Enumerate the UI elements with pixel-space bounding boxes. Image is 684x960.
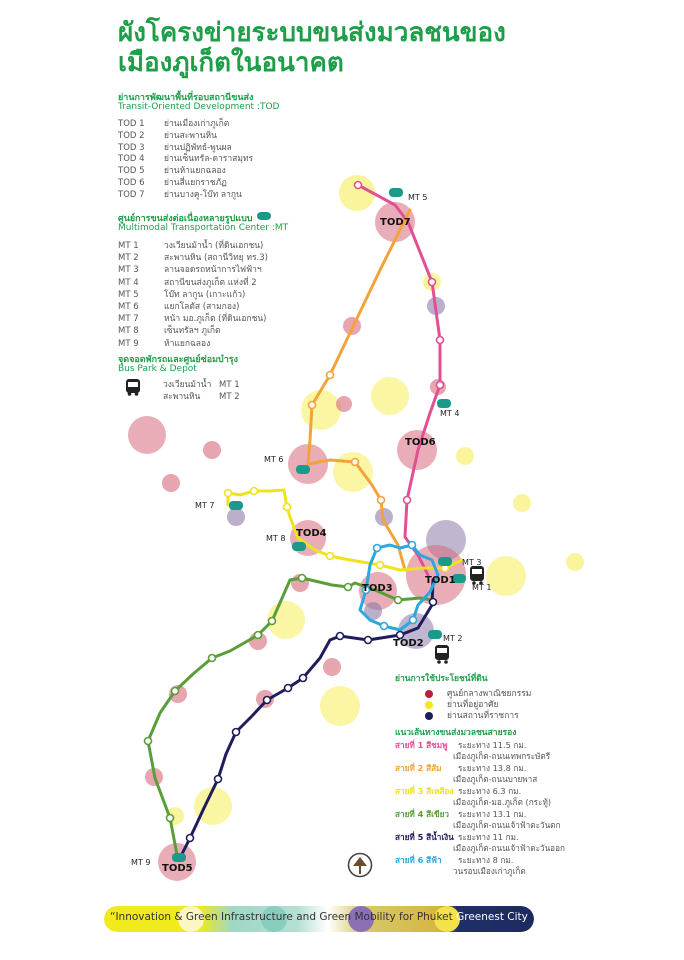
line-route: วนรอบเมืองเก่าภูเก็ต (453, 866, 526, 876)
mt-list-item: MT 4 สถานีขนส่งภูเก็ต แห่งที่ 2 (118, 277, 257, 288)
land-use-item: ย่านสถานที่ราชการ (425, 708, 519, 722)
transit-line-item (395, 855, 526, 877)
tod5-label: TOD5 (162, 863, 193, 874)
line-route: เมืองภูเก็ต-ถนนเทพกระษัตรี (453, 751, 551, 761)
mt7-label: MT 7 (195, 501, 215, 510)
mt6-label: MT 6 (264, 455, 284, 464)
tod-section-title: ย่านการพัฒนาพื้นที่รอบสถานีขนส่ง (118, 93, 254, 103)
mt-section-subtitle: Multimodal Transportation Center :MT (118, 223, 289, 233)
slogan-text: “Innovation & Green Infrastructure and Green Mobility for Phuket Greenest City (110, 911, 528, 923)
mt-list-item: MT 3 ลานจอดรถหน้าการไฟฟ้าฯ (118, 265, 262, 276)
tod-list-item: TOD 7 ย่านบางคู-โบ๊ท ลากูน (118, 189, 242, 200)
mt-station-icon (296, 465, 310, 474)
tod7-label: TOD7 (380, 217, 411, 228)
tod-list-item: TOD 5 ย่านห้าแยกฉลอง (118, 166, 226, 177)
mt4-label: MT 4 (440, 409, 460, 418)
bus-icon (124, 378, 142, 396)
line-distance: ระยะทาง 13.1 กม. (458, 809, 527, 819)
mt-station-icon (229, 501, 243, 510)
mt1-label: MT 1 (472, 583, 492, 592)
line-name: สายที่ 2 สีส้ม (395, 763, 442, 773)
mt-list-item: MT 8 เซ็นทรัลฯ ภูเก็ต (118, 326, 221, 337)
tod-list-item: TOD 2 ย่านสะพานหิน (118, 130, 217, 141)
mt-station-icon (428, 630, 442, 639)
line-name: สายที่ 6 สีฟ้า (395, 855, 442, 865)
land-use-item: ย่านที่อยู่อาศัย (425, 697, 499, 711)
tod4-label: TOD4 (296, 528, 327, 539)
line-name: สายที่ 4 สีเขียว (395, 809, 449, 819)
mt5-label: MT 5 (408, 193, 428, 202)
mt8-label: MT 8 (266, 534, 286, 543)
depot-section-title: จุดจอดพักรถและศูนย์ซ่อมบำรุง (118, 355, 239, 365)
transit-line-item (395, 809, 560, 831)
mt-list-item: MT 5 โบ๊ท ลากูน (เกาะแก้ว) (118, 289, 246, 300)
mt-station-icon (292, 542, 306, 551)
page-title-line-1: ผังโครงข่ายระบบขนส่งมวลชนของ (118, 18, 506, 48)
transit-line-item (395, 832, 565, 854)
mt3-label: MT 3 (462, 558, 482, 567)
line-name: สายที่ 5 สีน้ำเงิน (395, 832, 454, 842)
line-route: เมืองภูเก็ต-มอ.ภูเก็ต (กระทู้) (453, 797, 552, 807)
mt-list-item: MT 1 วงเวียนม้าน้ำ (ที่ดินเอกชน) (118, 241, 264, 251)
slogan-banner (104, 906, 534, 932)
mt2-label: MT 2 (443, 634, 463, 643)
land-use-title: ย่านการใช้ประโยชน์ที่ดิน (395, 674, 488, 684)
legend-swatch (425, 712, 433, 720)
line-distance: ระยะทาง 11 กม. (458, 832, 519, 842)
tod2-label: TOD2 (393, 638, 424, 649)
tod-section-subtitle: Transit-Oriented Development :TOD (118, 102, 280, 112)
depot-item: วงเวียนม้าน้ำ MT 1 (163, 380, 240, 390)
page-title-line-2: เมืองภูเก็ตในอนาคต (118, 48, 344, 78)
tod-list-item: TOD 4 ย่านเซ็นทรัล-ดาราสมุทร (118, 154, 254, 165)
mt-station-icon (437, 399, 451, 408)
line-route: เมืองภูเก็ต-ถนนเจ้าฟ้าตะวันตก (453, 820, 561, 830)
tod-list-item: TOD 3 ย่านปฏิพัทธ์-พูนผล (118, 142, 232, 153)
line-name: สายที่ 3 สีเหลือง (395, 786, 454, 796)
mt-station-icon (389, 188, 403, 197)
land-use-item: ศูนย์กลางพาณิชยกรรม (425, 686, 531, 700)
transit-line-item (395, 763, 537, 785)
line-route: เมืองภูเก็ต-ถนนบายพาส (453, 774, 538, 784)
tod-list-item: TOD 1 ย่านเมืองเก่าภูเก็ต (118, 119, 230, 129)
depot-section-subtitle: Bus Park & Depot (118, 364, 197, 374)
tod1-label: TOD1 (425, 575, 456, 586)
tod6-label: TOD6 (405, 437, 436, 448)
line-distance: ระยะทาง 11.5 กม. (458, 740, 527, 750)
mt-station-icon (172, 853, 186, 862)
line-distance: ระยะทาง 6.3 กม. (458, 786, 522, 796)
mt-station-icon (438, 557, 452, 566)
mt-list-item: MT 6 แยกโลตัส (สามกอง) (118, 302, 240, 312)
compass-icon (347, 852, 373, 878)
depot-item: สะพานหิน MT 2 (163, 392, 240, 402)
mt-station-icon (257, 212, 271, 220)
line-route: เมืองภูเก็ต-ถนนเจ้าฟ้าตะวันออก (453, 843, 565, 853)
transit-line-item (395, 740, 550, 762)
transit-line-item (395, 786, 551, 808)
mt-list-item: MT 7 หน้า มอ.ภูเก็ต (ที่ดินเอกชน) (118, 314, 267, 325)
bus-icon (470, 566, 484, 585)
line-distance: ระยะทาง 13.8 กม. (458, 763, 527, 773)
mt-section-title: ศูนย์การขนส่งต่อเนื่องหลายรูปแบบ (118, 214, 253, 224)
mt-list-item: MT 9 ห้าแยกฉลอง (118, 338, 211, 349)
tod-list-item: TOD 6 ย่านสี่แยกราชภัฏ (118, 178, 227, 188)
line-distance: ระยะทาง 8 กม. (458, 855, 514, 865)
mt9-label: MT 9 (131, 858, 151, 867)
line-name: สายที่ 1 สีชมพู (395, 740, 448, 750)
mt-list-item: MT 2 สะพานหิน (สถานีวิทยุ ทร.3) (118, 253, 268, 264)
tod3-label: TOD3 (362, 583, 393, 594)
bus-icon (435, 645, 449, 664)
lines-title: แนวเส้นทางขนส่งมวลชนสายรอง (395, 728, 517, 738)
